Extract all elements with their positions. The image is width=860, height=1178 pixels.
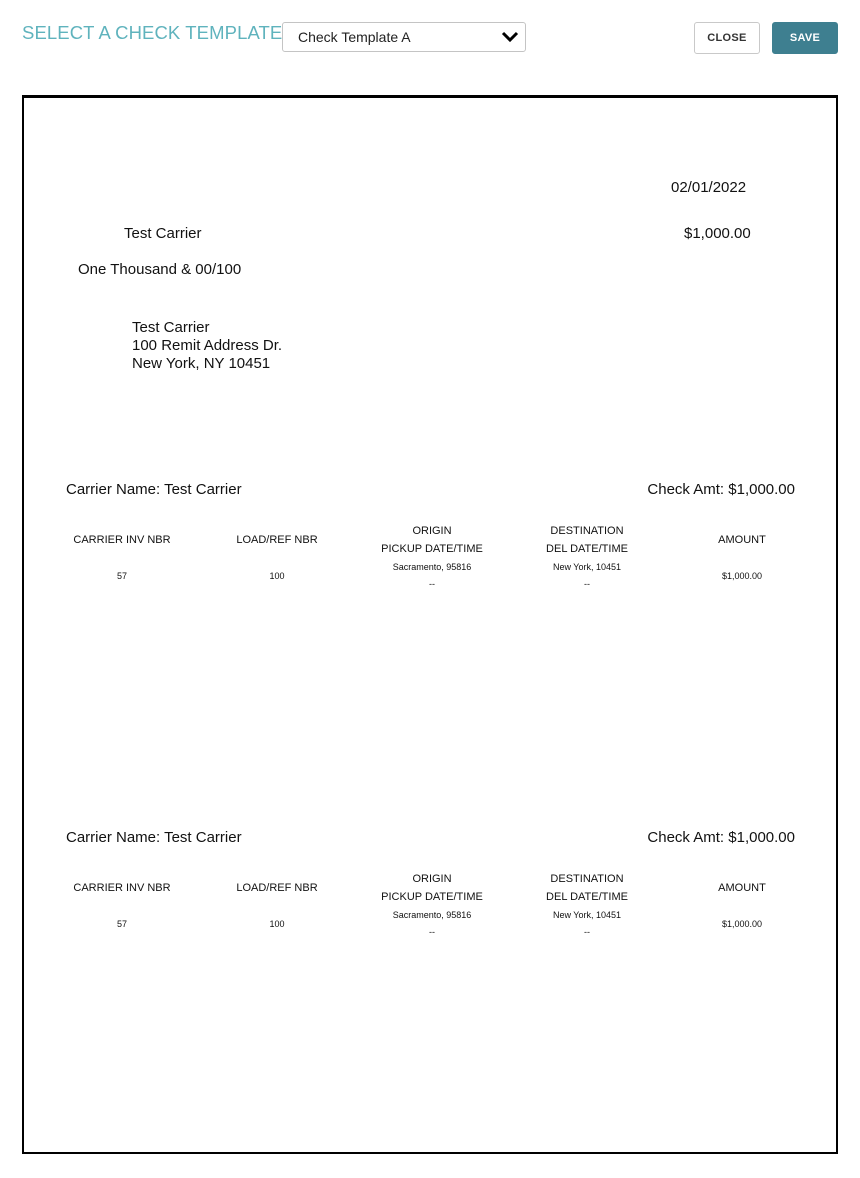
check-date: 02/01/2022 xyxy=(671,179,747,196)
cell-value: 100 xyxy=(269,571,285,581)
cell-value: New York, 10451 xyxy=(552,562,622,572)
cell-value: Sacramento, 95816 xyxy=(392,562,472,572)
column-header: DEL DATE/TIME xyxy=(546,543,628,555)
page-title: SELECT A CHECK TEMPLATE xyxy=(22,22,283,43)
stub-col-destination xyxy=(502,870,672,941)
cell-value: Sacramento, 95816 xyxy=(392,910,472,920)
cell-value: -- xyxy=(584,927,590,937)
stub-col-origin xyxy=(347,870,517,941)
stub-check-amount: Check Amt: $1,000.00 xyxy=(647,829,795,846)
check-amount-words: One Thousand & 00/100 xyxy=(78,261,242,278)
remit-address xyxy=(132,319,282,373)
cell-value: New York, 10451 xyxy=(552,910,622,920)
cell-value: -- xyxy=(584,579,590,589)
column-header: LOAD/REF NBR xyxy=(236,882,318,894)
column-header: DESTINATION xyxy=(550,525,624,537)
column-header: LOAD/REF NBR xyxy=(236,534,318,546)
cell-value: 57 xyxy=(116,571,127,581)
column-header: AMOUNT xyxy=(718,882,766,894)
address-line: New York, NY 10451 xyxy=(132,355,271,372)
address-line: Test Carrier xyxy=(132,319,210,336)
check-preview xyxy=(22,95,838,1154)
column-header: AMOUNT xyxy=(718,534,766,546)
column-header: DESTINATION xyxy=(550,873,624,885)
stub-col-load-ref xyxy=(192,531,362,585)
check-stub xyxy=(24,481,836,611)
cell-value: 100 xyxy=(269,919,285,929)
stub-carrier-name: Carrier Name: Test Carrier xyxy=(66,481,242,498)
stub-carrier-name: Carrier Name: Test Carrier xyxy=(66,829,242,846)
column-header: ORIGIN xyxy=(412,873,452,885)
template-select-value: Check Template A xyxy=(298,29,411,45)
column-header: DEL DATE/TIME xyxy=(546,891,628,903)
check-payee: Test Carrier xyxy=(124,225,202,242)
stub-col-carrier-inv xyxy=(37,531,207,585)
stub-col-load-ref xyxy=(192,879,362,933)
stub-col-amount xyxy=(657,531,827,585)
stub-col-origin xyxy=(347,522,517,593)
template-select[interactable] xyxy=(282,22,526,52)
check-stub xyxy=(24,829,836,959)
cell-value: 57 xyxy=(116,919,127,929)
cell-value: $1,000.00 xyxy=(721,919,763,929)
address-line: 100 Remit Address Dr. xyxy=(132,337,283,354)
cell-value: -- xyxy=(429,927,435,937)
stub-col-destination xyxy=(502,522,672,593)
column-header: ORIGIN xyxy=(412,525,452,537)
column-header: PICKUP DATE/TIME xyxy=(381,543,483,555)
column-header: CARRIER INV NBR xyxy=(73,882,171,894)
cell-value: $1,000.00 xyxy=(721,571,763,581)
save-button[interactable]: SAVE xyxy=(772,22,838,54)
close-button[interactable]: CLOSE xyxy=(694,22,760,54)
stub-col-carrier-inv xyxy=(37,879,207,933)
cell-value: -- xyxy=(429,579,435,589)
check-amount: $1,000.00 xyxy=(684,225,751,242)
chevron-down-icon xyxy=(501,29,519,45)
stub-check-amount: Check Amt: $1,000.00 xyxy=(647,481,795,498)
column-header: CARRIER INV NBR xyxy=(73,534,171,546)
stub-col-amount xyxy=(657,879,827,933)
column-header: PICKUP DATE/TIME xyxy=(381,891,483,903)
